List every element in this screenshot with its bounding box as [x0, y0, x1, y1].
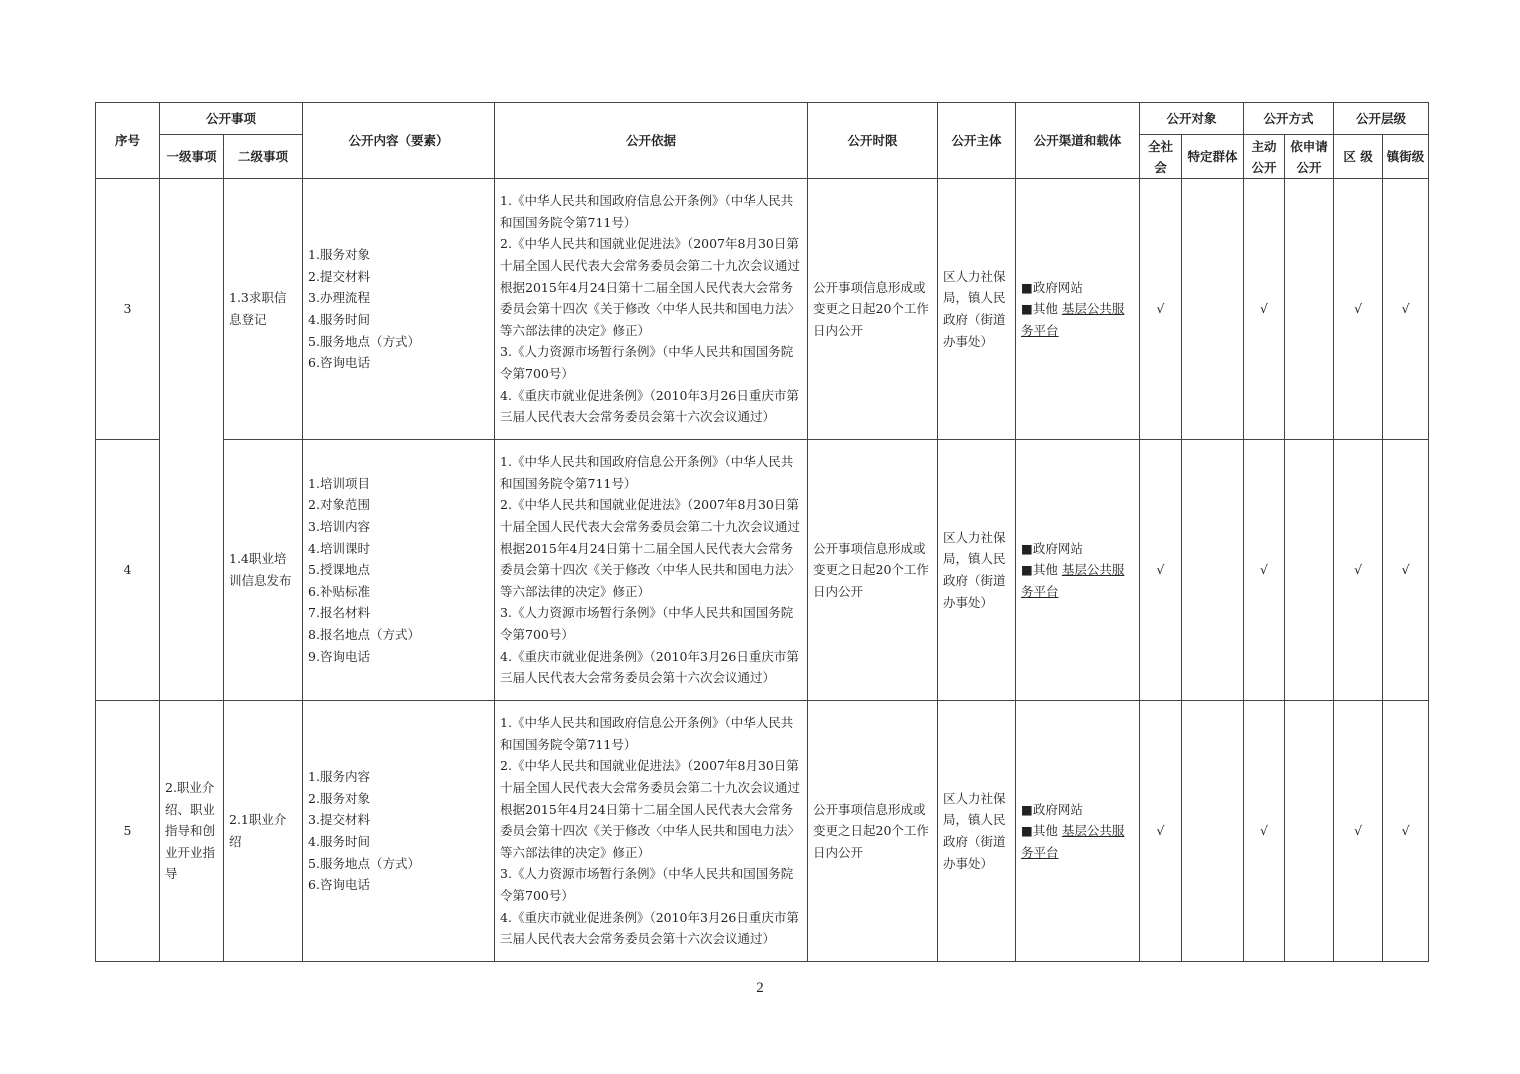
cell-level2: 1.3求职信息登记: [224, 179, 303, 440]
cell-level-district: √: [1334, 440, 1383, 701]
table-row: [96, 440, 1429, 701]
cell-level2: 2.1职业介绍: [224, 701, 303, 962]
content-item: 3.培训内容: [308, 519, 370, 535]
cell-time-limit: 公开事项信息形成或变更之日起20个工作日内公开: [808, 701, 938, 962]
cell-subject: 区人力社保局，镇人民政府（街道办事处）: [938, 440, 1016, 701]
cell-subject: 区人力社保局，镇人民政府（街道办事处）: [938, 179, 1016, 440]
content-item: 3.办理流程: [308, 290, 370, 306]
header-time-limit: 公开时限: [808, 103, 938, 179]
cell-level-town: √: [1383, 179, 1429, 440]
cell-level-district: √: [1334, 701, 1383, 962]
table-row: [96, 179, 1429, 440]
content-item: 5.服务地点（方式）: [308, 855, 420, 871]
cell-subject: 区人力社保局，镇人民政府（街道办事处）: [938, 701, 1016, 962]
cell-seq: 4: [96, 440, 160, 701]
cell-basis: [495, 179, 808, 440]
header-basis: 公开依据: [495, 103, 808, 179]
cell-target-specific: [1182, 179, 1244, 440]
cell-target-all: √: [1140, 440, 1182, 701]
header-level-town: 镇街级: [1383, 135, 1429, 179]
header-target-all: 全社会: [1140, 135, 1182, 179]
cell-target-specific: [1182, 440, 1244, 701]
header-method-active: 主动公开: [1244, 135, 1285, 179]
content-item: 8.报名地点（方式）: [308, 626, 420, 642]
cell-basis: [495, 440, 808, 701]
basis-text: 1.《中华人民共和国政府信息公开条例》（中华人民共和国国务院令第711号） 2.《中华人民共和国就业促进法》（2007年8月30日第十届全国人民代表大会常务委员会第二十九次会议通过 根据2015年4月24日第十二届全国人民代表大会常务委员会第十四次《关于修改〈中华人民共和国电力法〉等六部法律的决定》修正） 3.《人力资源市场暂行条例》（中华人民共和国国务院令第700号） 4.《重庆市就业促进条例》（2010年3月26日重庆市第三届人民代表大会常务委员会第十六次会议通过）: [500, 193, 801, 425]
cell-channel: [1016, 179, 1140, 440]
cell-content: [303, 440, 495, 701]
cell-level1: 2.职业介绍、职业指导和创业开业指导: [160, 701, 224, 962]
cell-level-town: √: [1383, 440, 1429, 701]
cell-level2: 1.4职业培训信息发布: [224, 440, 303, 701]
cell-level1: [160, 179, 224, 701]
header-content: 公开内容（要素）: [303, 103, 495, 179]
header-target: 公开对象: [1140, 103, 1244, 135]
cell-channel: [1016, 440, 1140, 701]
header-method: 公开方式: [1244, 103, 1334, 135]
content-item: 1.服务对象: [308, 247, 370, 263]
cell-target-all: √: [1140, 179, 1182, 440]
content-item: 5.服务地点（方式）: [308, 333, 420, 349]
header-level2: 二级事项: [224, 135, 303, 179]
header-matters: 公开事项: [160, 103, 303, 135]
basis-text: 1.《中华人民共和国政府信息公开条例》（中华人民共和国国务院令第711号） 2.《中华人民共和国就业促进法》（2007年8月30日第十届全国人民代表大会常务委员会第二十九次会议通过 根据2015年4月24日第十二届全国人民代表大会常务委员会第十四次《关于修改〈中华人民共和国电力法〉等六部法律的决定》修正） 3.《人力资源市场暂行条例》（中华人民共和国国务院令第700号） 4.《重庆市就业促进条例》（2010年3月26日重庆市第三届人民代表大会常务委员会第十六次会议通过）: [500, 454, 801, 686]
header-channel: 公开渠道和载体: [1016, 103, 1140, 179]
header-method-request: 依申请公开: [1285, 135, 1334, 179]
cell-basis: [495, 701, 808, 962]
cell-target-specific: [1182, 701, 1244, 962]
channel-website: ■政府网站: [1021, 540, 1083, 556]
channel-platform-link[interactable]: 基层公共服务平台: [1021, 562, 1125, 599]
cell-target-all: √: [1140, 701, 1182, 962]
content-item: 5.授课地点: [308, 562, 370, 578]
channel-website: ■政府网站: [1021, 801, 1083, 817]
channel-website: ■政府网站: [1021, 279, 1083, 295]
cell-level-town: √: [1383, 701, 1429, 962]
header-level1: 一级事项: [160, 135, 224, 179]
channel-platform-link[interactable]: 基层公共服务平台: [1021, 823, 1125, 860]
content-item: 2.提交材料: [308, 268, 370, 284]
table-row: [96, 701, 1429, 962]
cell-method-active: √: [1244, 440, 1285, 701]
content-item: 4.服务时间: [308, 312, 370, 327]
cell-content: [303, 179, 495, 440]
header-seq: 序号: [96, 103, 160, 179]
cell-level-district: √: [1334, 179, 1383, 440]
cell-method-request: [1285, 440, 1334, 701]
cell-content: [303, 701, 495, 962]
channel-platform-link[interactable]: 基层公共服务平台: [1021, 301, 1125, 338]
content-item: 6.咨询电话: [308, 877, 370, 893]
cell-seq: 5: [96, 701, 160, 962]
channel-other-prefix: ■其他: [1021, 301, 1062, 317]
content-item: 4.培训课时: [308, 540, 370, 556]
content-item: 2.服务对象: [308, 790, 370, 806]
header-target-specific: 特定群体: [1182, 135, 1244, 179]
cell-method-request: [1285, 701, 1334, 962]
channel-other-prefix: ■其他: [1021, 823, 1062, 839]
cell-seq: 3: [96, 179, 160, 440]
cell-method-active: √: [1244, 701, 1285, 962]
header-subject: 公开主体: [938, 103, 1016, 179]
content-item: 9.咨询电话: [308, 648, 370, 664]
disclosure-table: [95, 102, 1429, 962]
basis-text: 1.《中华人民共和国政府信息公开条例》（中华人民共和国国务院令第711号） 2.《中华人民共和国就业促进法》（2007年8月30日第十届全国人民代表大会常务委员会第二十九次会议通过 根据2015年4月24日第十二届全国人民代表大会常务委员会第十四次《关于修改〈中华人民共和国电力法〉等六部法律的决定》修正） 3.《人力资源市场暂行条例》（中华人民共和国国务院令第700号） 4.《重庆市就业促进条例》（2010年3月26日重庆市第三届人民代表大会常务委员会第十六次会议通过）: [500, 715, 801, 947]
table-body: [96, 179, 1429, 962]
content-item: 6.咨询电话: [308, 355, 370, 371]
content-item: 6.补贴标准: [308, 583, 370, 599]
cell-channel: [1016, 701, 1140, 962]
content-item: 1.培训项目: [308, 475, 370, 491]
cell-time-limit: 公开事项信息形成或变更之日起20个工作日内公开: [808, 440, 938, 701]
content-item: 7.报名材料: [308, 605, 370, 621]
channel-other-prefix: ■其他: [1021, 562, 1062, 578]
cell-time-limit: 公开事项信息形成或变更之日起20个工作日内公开: [808, 179, 938, 440]
content-item: 1.服务内容: [308, 769, 370, 785]
table-header: [96, 103, 1429, 179]
page-number: 2: [756, 980, 764, 996]
content-item: 2.对象范围: [308, 497, 370, 513]
content-item: 3.提交材料: [308, 812, 370, 828]
header-level-district: 区 级: [1334, 135, 1383, 179]
cell-method-active: √: [1244, 179, 1285, 440]
content-item: 4.服务时间: [308, 834, 370, 849]
header-level: 公开层级: [1334, 103, 1429, 135]
cell-method-request: [1285, 179, 1334, 440]
